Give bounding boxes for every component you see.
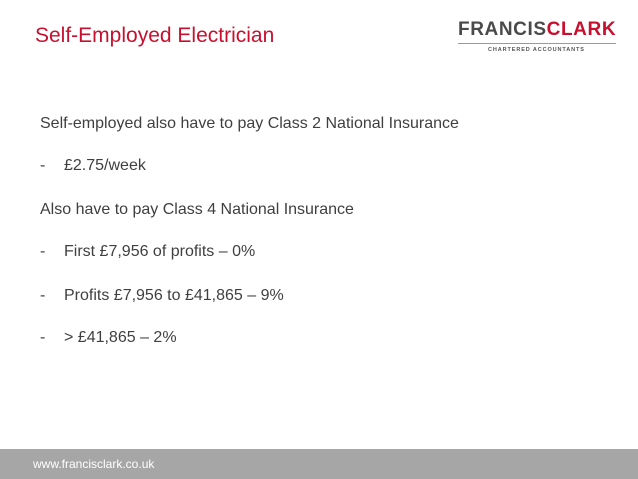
logo-subtitle: CHARTERED ACCOUNTANTS	[488, 47, 585, 53]
bullet-dash: -	[40, 329, 46, 346]
bullet-text: > £41,865 – 2%	[64, 329, 177, 346]
footer-website: www.francisclark.co.uk	[33, 457, 155, 471]
logo-wordmark	[458, 18, 616, 42]
logo-wordmark-francis: FRANCIS	[458, 19, 547, 40]
bullet-dash: -	[40, 287, 46, 304]
company-logo	[458, 18, 618, 64]
bullet-dash: -	[40, 157, 46, 174]
bullet-text: First £7,956 of profits – 0%	[64, 243, 256, 260]
logo-wordmark-clark: CLARK	[546, 19, 617, 40]
body-line-text: Also have to pay Class 4 National Insurance	[40, 201, 354, 218]
bullet-dash: -	[40, 243, 46, 260]
body-line-class4	[40, 200, 354, 220]
slide-title: Self-Employed Electrician	[35, 24, 275, 47]
footer-bar	[0, 449, 638, 479]
bullet-text: Profits £7,956 to £41,865 – 9%	[64, 287, 284, 304]
bullet-text: £2.75/week	[64, 157, 146, 174]
body-line-class2	[40, 114, 459, 134]
body-line-text: Self-employed also have to pay Class 2 National Insurance	[40, 115, 459, 132]
logo-divider	[458, 43, 616, 44]
